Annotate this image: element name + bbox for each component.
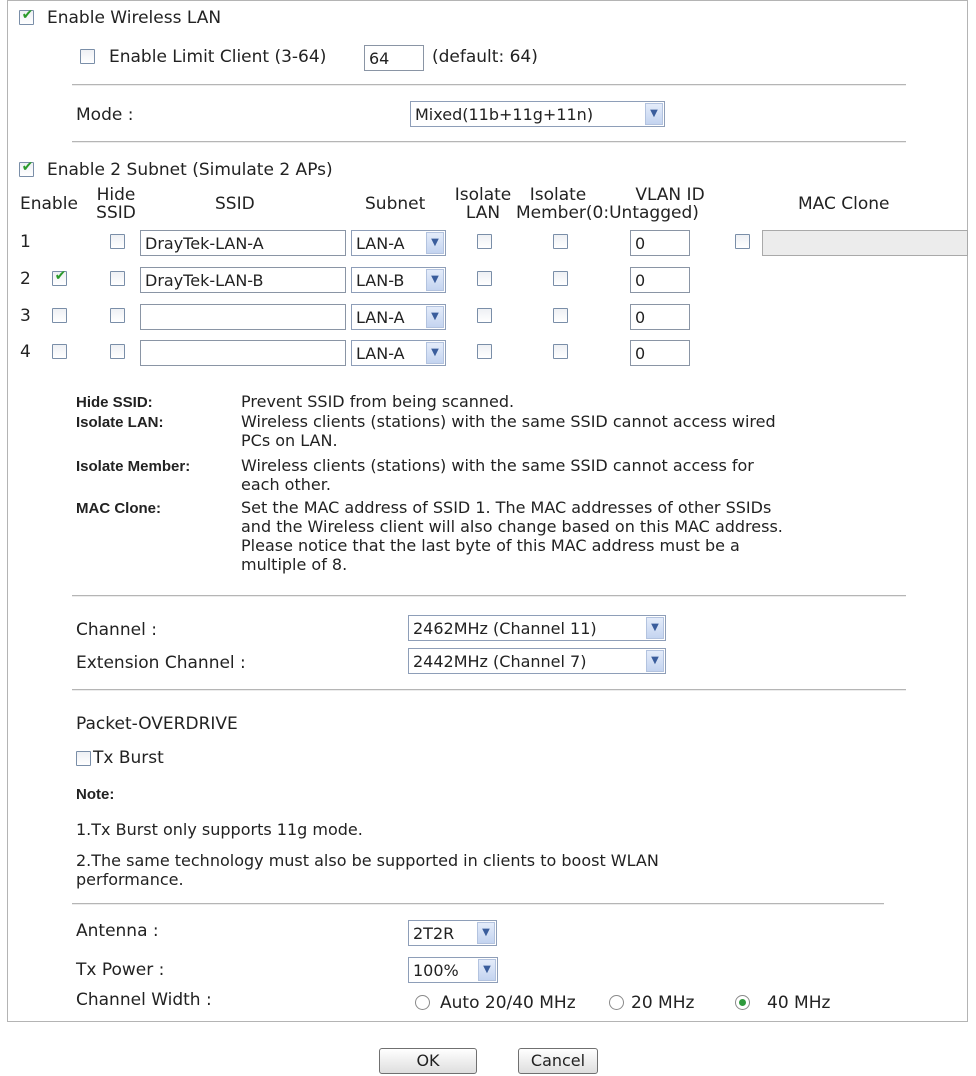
isolate-member-checkbox[interactable]: [553, 308, 568, 323]
col-header-isolate-member-2: Member(0:Untagged): [516, 203, 699, 223]
channel-width-auto-label: Auto 20/40 MHz: [440, 993, 576, 1013]
channel-width-auto-radio[interactable]: [415, 995, 430, 1010]
note-text-isolate-member-2: each other.: [241, 475, 331, 494]
hide-ssid-checkbox[interactable]: [110, 308, 125, 323]
divider: [72, 141, 906, 143]
note-text-hide-ssid: Prevent SSID from being scanned.: [241, 392, 515, 411]
cancel-button[interactable]: Cancel: [518, 1048, 598, 1074]
isolate-member-checkbox[interactable]: [553, 344, 568, 359]
col-header-vlan-id: VLAN ID: [635, 185, 705, 205]
ok-button[interactable]: OK: [379, 1048, 477, 1074]
channel-width-20-label: 20 MHz: [631, 993, 695, 1013]
hide-ssid-checkbox[interactable]: [110, 271, 125, 286]
subnet-select[interactable]: [351, 304, 446, 330]
mac-clone-checkbox[interactable]: [735, 234, 750, 249]
chevron-down-icon: ▼: [426, 342, 444, 364]
channel-width-40-label: 40 MHz: [767, 993, 831, 1013]
row-number: 2: [20, 269, 31, 289]
divider: [72, 84, 906, 86]
note-label-hide-ssid: Hide SSID:: [76, 394, 153, 411]
note-text-mac-clone-2: and the Wireless client will also change based on this MAC address.: [241, 517, 783, 536]
subnet-value: LAN-A: [356, 308, 405, 327]
note-text-mac-clone: Set the MAC address of SSID 1. The MAC addresses of other SSIDs: [241, 498, 772, 517]
mode-value: Mixed(11b+11g+11n): [415, 105, 594, 124]
subnet-value: LAN-A: [356, 344, 405, 363]
subnet-select[interactable]: [351, 230, 446, 256]
chevron-down-icon: ▼: [646, 617, 664, 639]
col-header-enable: Enable: [20, 194, 78, 214]
tx-power-value: 100%: [413, 961, 459, 980]
hide-ssid-checkbox[interactable]: [110, 234, 125, 249]
ssid-input[interactable]: DrayTek-LAN-B: [140, 267, 346, 293]
note-text-mac-clone-4: multiple of 8.: [241, 555, 348, 574]
antenna-select[interactable]: [408, 920, 497, 946]
tx-burst-label: Tx Burst: [93, 748, 164, 768]
isolate-member-checkbox[interactable]: [553, 271, 568, 286]
enable-2-subnet-checkbox[interactable]: ✔: [19, 162, 34, 177]
col-header-isolate-lan-2: LAN: [465, 203, 501, 223]
mode-label: Mode :: [76, 105, 134, 125]
extension-channel-label: Extension Channel :: [76, 653, 246, 673]
channel-width-40-radio[interactable]: [735, 995, 750, 1010]
row-number: 3: [20, 306, 31, 326]
tx-power-label: Tx Power :: [76, 960, 165, 980]
chevron-down-icon: ▼: [478, 959, 496, 981]
chevron-down-icon: ▼: [646, 650, 664, 672]
note-text-isolate-lan-2: PCs on LAN.: [241, 431, 338, 450]
col-header-hide: Hide: [96, 185, 136, 205]
col-header-ssid: SSID: [215, 194, 255, 214]
note-2: 2.The same technology must also be supported in clients to boost WLAN: [76, 851, 659, 870]
row-number: 4: [20, 342, 31, 362]
ssid-input[interactable]: [140, 304, 346, 330]
enable-limit-client-checkbox[interactable]: [80, 49, 95, 64]
vlan-id-input[interactable]: 0: [630, 267, 690, 293]
note-1: 1.Tx Burst only supports 11g mode.: [76, 820, 363, 839]
col-header-isolate-lan: Isolate: [454, 185, 512, 205]
channel-select[interactable]: [408, 615, 666, 641]
chevron-down-icon: ▼: [426, 269, 444, 291]
channel-width-label: Channel Width :: [76, 990, 212, 1010]
note-text-mac-clone-3: Please notice that the last byte of this MAC address must be a: [241, 536, 740, 555]
limit-client-label: Enable Limit Client (3-64): [109, 47, 327, 67]
extension-channel-value: 2442MHz (Channel 7): [413, 652, 587, 671]
isolate-lan-checkbox[interactable]: [477, 234, 492, 249]
subnet-value: LAN-B: [356, 271, 405, 290]
chevron-down-icon: ▼: [477, 922, 495, 944]
isolate-member-checkbox[interactable]: [553, 234, 568, 249]
chevron-down-icon: ▼: [426, 306, 444, 328]
limit-client-default: (default: 64): [432, 47, 538, 67]
enable-wireless-lan-checkbox[interactable]: ✔: [19, 10, 34, 25]
mac-clone-input[interactable]: [762, 230, 968, 256]
divider: [72, 903, 884, 905]
channel-width-20-radio[interactable]: [609, 995, 624, 1010]
enable-ssid-checkbox[interactable]: ✔: [52, 271, 67, 286]
hide-ssid-checkbox[interactable]: [110, 344, 125, 359]
divider: [72, 689, 906, 691]
col-header-isolate-member: Isolate: [529, 185, 587, 205]
enable-ssid-checkbox[interactable]: [52, 344, 67, 359]
channel-value: 2462MHz (Channel 11): [413, 619, 597, 638]
note-label-isolate-lan: Isolate LAN:: [76, 414, 164, 431]
subnet-select[interactable]: [351, 340, 446, 366]
note-2-cont: performance.: [76, 870, 184, 889]
antenna-label: Antenna :: [76, 921, 159, 941]
isolate-lan-checkbox[interactable]: [477, 308, 492, 323]
mode-select[interactable]: [410, 101, 665, 127]
divider: [72, 595, 906, 597]
channel-label: Channel :: [76, 620, 157, 640]
note-text-isolate-lan: Wireless clients (stations) with the same SSID cannot access wired: [241, 412, 776, 431]
subnet-select[interactable]: [351, 267, 446, 293]
tx-power-select[interactable]: [408, 957, 498, 983]
limit-client-input[interactable]: 64: [364, 45, 424, 71]
subnet-value: LAN-A: [356, 234, 405, 253]
isolate-lan-checkbox[interactable]: [477, 344, 492, 359]
row-number: 1: [20, 232, 31, 252]
chevron-down-icon: ▼: [645, 103, 663, 125]
antenna-value: 2T2R: [413, 924, 455, 943]
tx-burst-checkbox[interactable]: [76, 751, 91, 766]
isolate-lan-checkbox[interactable]: [477, 271, 492, 286]
note-title: Note:: [76, 786, 115, 803]
vlan-id-input[interactable]: 0: [630, 304, 690, 330]
note-label-mac-clone: MAC Clone:: [76, 500, 161, 517]
note-label-isolate-member: Isolate Member:: [76, 458, 191, 475]
enable-2-subnet-label: Enable 2 Subnet (Simulate 2 APs): [47, 160, 333, 180]
ssid-input[interactable]: [140, 340, 346, 366]
col-header-subnet: Subnet: [365, 194, 426, 214]
col-header-hide-ssid: SSID: [96, 203, 136, 223]
vlan-id-input[interactable]: 0: [630, 230, 690, 256]
extension-channel-select[interactable]: [408, 648, 666, 674]
vlan-id-input[interactable]: 0: [630, 340, 690, 366]
enable-ssid-checkbox[interactable]: [52, 308, 67, 323]
note-text-isolate-member: Wireless clients (stations) with the same SSID cannot access for: [241, 456, 754, 475]
col-header-mac-clone: MAC Clone: [798, 194, 890, 214]
ssid-input[interactable]: DrayTek-LAN-A: [140, 230, 346, 256]
packet-overdrive-title: Packet-OVERDRIVE: [76, 714, 238, 734]
enable-wireless-lan-label: Enable Wireless LAN: [47, 8, 222, 28]
chevron-down-icon: ▼: [426, 232, 444, 254]
